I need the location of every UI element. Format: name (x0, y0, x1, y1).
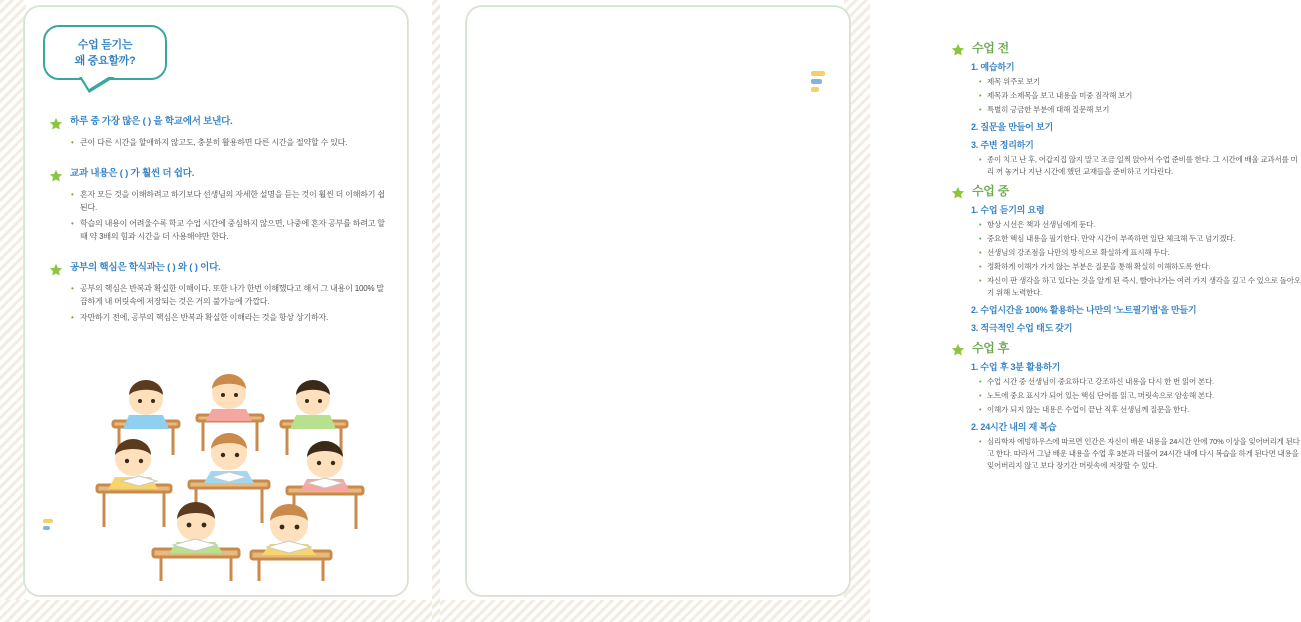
section-after-class-head (951, 341, 1301, 356)
section-before-class-head (951, 41, 1301, 56)
list-item: • 항상 시선은 책과 선생님에게 둔다. (979, 219, 1301, 231)
right-content-body (951, 41, 1301, 478)
subsection-heading: 3. 적극적인 수업 태도 갖기 (971, 323, 1073, 333)
left-block-1-lead-text: 하루 중 가장 많은 ( ) 을 학교에서 보낸다. (70, 116, 233, 127)
list-item: • 수업 시간 중 선생님이 중요하다고 강조하신 내용을 다시 한 번 읽어 본다. (979, 376, 1301, 388)
subsection-list (979, 219, 1301, 299)
subsection-heading: 2. 24시간 내의 재 복습 (971, 422, 1057, 432)
list-item: • 종이 치고 난 후, 어갑지집 않지 말고 조금 일찍 앉아서 수업 준비를 한다. 그 시간에 배울 교과서를 미리 꺼 놓거나 지난 시간에 했던 교재들을 준비하고 기다린다. (979, 154, 1301, 178)
list-item: • 특별히 긍금한 부분에 대해 질문해 보기 (979, 104, 1301, 116)
subsection-heading: 2. 질문을 만들어 보기 (971, 122, 1053, 132)
subsection-heading: 1. 수업 듣기의 요령 (971, 205, 1045, 215)
star-icon (951, 186, 965, 200)
subsection-heading: 1. 예습하기 (971, 62, 1015, 72)
section-during-class (951, 184, 1301, 335)
star-icon (49, 263, 63, 277)
left-block-3-lead (49, 261, 389, 275)
section-after-class (951, 341, 1301, 472)
left-block-2-lead (49, 167, 389, 181)
left-decoration-marks (43, 519, 53, 533)
section-title: 수업 전 (972, 41, 1009, 55)
subsection-heading: 1. 수업 후 3분 활용하기 (971, 362, 1061, 372)
section-title: 수업 중 (972, 184, 1009, 198)
list-item: • 심리학자 에빙하우스에 따르면 인간은 자신이 배운 내용을 24시간 안에 70% 이상을 잊어버리게 된다고 한다. 따라서 그날 배운 내용을 수업 후 3분과 더불어 24시간 내에 다시 복습을 하게 된다면 내용을 잊어버리지 않고 보다 장기간 머릿속에 저장할 수 있다. (979, 436, 1301, 472)
page-center-seam (432, 0, 440, 622)
list-item: • 노트에 중요 표시가 되어 있는 핵심 단어를 읽고, 머릿속으로 암송해 본다. (979, 390, 1301, 402)
left-block-3-lead-text: 공부의 핵심은 학식과는 ( ) 와 ( ) 이다. (70, 262, 221, 273)
list-item: • 정확하게 이해가 가지 않는 부분은 질문을 통해 확실히 이해하도록 한다. (979, 261, 1301, 273)
subsection-list (979, 376, 1301, 416)
deco-mark-yellow-2 (811, 87, 819, 92)
list-item: • 제목과 소제목을 보고 내용을 미중 짐작해 보기 (979, 90, 1301, 102)
star-icon (951, 343, 965, 357)
list-item: • 학습의 내용이 어려울수록 학교 수업 시간에 중심하지 않으면, 나중에 혼자 공부를 하려고 할 때 약 3배의 힘과 시간을 더 사용해야만 한다. (71, 217, 389, 243)
section-before-class (951, 41, 1301, 178)
left-page (24, 6, 408, 596)
list-item: • 자만하기 전에, 공부의 핵심은 반복과 확실한 이해라는 것을 항상 상기하자. (71, 311, 389, 324)
bubble-line-1: 수업 듣기는 (77, 39, 133, 51)
list-item: • 혼자 모든 것을 이해하려고 하기보다 선생님의 자세한 설명을 듣는 것이 훨씬 더 이해하기 쉽 된다. (71, 188, 389, 214)
left-block-3-list (71, 282, 389, 324)
list-item: • 공부의 핵심은 반복과 확실한 이해이다. 또한 나가 한번 이해했다고 해서 그 내용이 100% 말끔하게 내 머릿속에 저장되는 것은 거의 불가능에 가깝다. (71, 282, 389, 308)
subsection-list (979, 154, 1301, 178)
subsection-list (979, 76, 1301, 116)
list-item: • 제목 위주로 보기 (979, 76, 1301, 88)
speech-bubble-body (43, 25, 167, 80)
bubble-line-2: 왜 중요할까? (74, 55, 136, 67)
background-stripe-left (0, 0, 26, 622)
deco-mark-blue (811, 79, 822, 84)
list-item: • 큰이 다른 시간을 할애하지 않고도, 충분히 활용하면 다른 시간을 절약할 수 있다. (71, 136, 389, 149)
subsection-heading: 2. 수업시간을 100% 활용하는 나만의 '노트필기법'을 만들기 (971, 305, 1197, 315)
deco-mark-blue (43, 526, 50, 530)
section-during-class-head (951, 184, 1301, 199)
list-item: • 선생님의 강조점을 나만의 방식으로 확실하게 표시해 두다. (979, 247, 1301, 259)
list-item: • 중요한 핵심 내용을 필기한다. 만약 시간이 부족하면 일단 체크해 두고 넘기겠다. (979, 233, 1301, 245)
star-icon (49, 117, 63, 131)
subsection-list (979, 436, 1301, 472)
list-item: • 이해가 되지 않는 내용은 수업이 끝난 직후 선생님께 질문을 한다. (979, 404, 1301, 416)
subsection-heading: 3. 주변 정리하기 (971, 140, 1034, 150)
left-block-1-lead (49, 115, 389, 129)
classroom-illustration (61, 355, 401, 585)
left-block-2-lead-text: 교과 내용은 ( ) 가 훨씬 더 쉽다. (70, 168, 195, 179)
right-page (466, 6, 1301, 596)
section-title: 수업 후 (972, 341, 1009, 355)
deco-mark-yellow (43, 519, 53, 523)
left-content-body (49, 115, 389, 342)
bubble-tail-inner-icon (81, 76, 110, 89)
title-speech-bubble (43, 25, 167, 80)
right-decoration-marks (811, 71, 825, 95)
star-icon (49, 169, 63, 183)
left-block-1-list (71, 136, 389, 149)
left-block-2-list (71, 188, 389, 243)
star-icon (951, 43, 965, 57)
list-item: • 자신이 판 생각을 하고 있다는 것을 알게 된 즉시, 빨아나가는 여러 가지 생각을 깊고 수 있으로 돌아오기 위해 노력한다. (979, 275, 1301, 299)
deco-mark-yellow (811, 71, 825, 76)
